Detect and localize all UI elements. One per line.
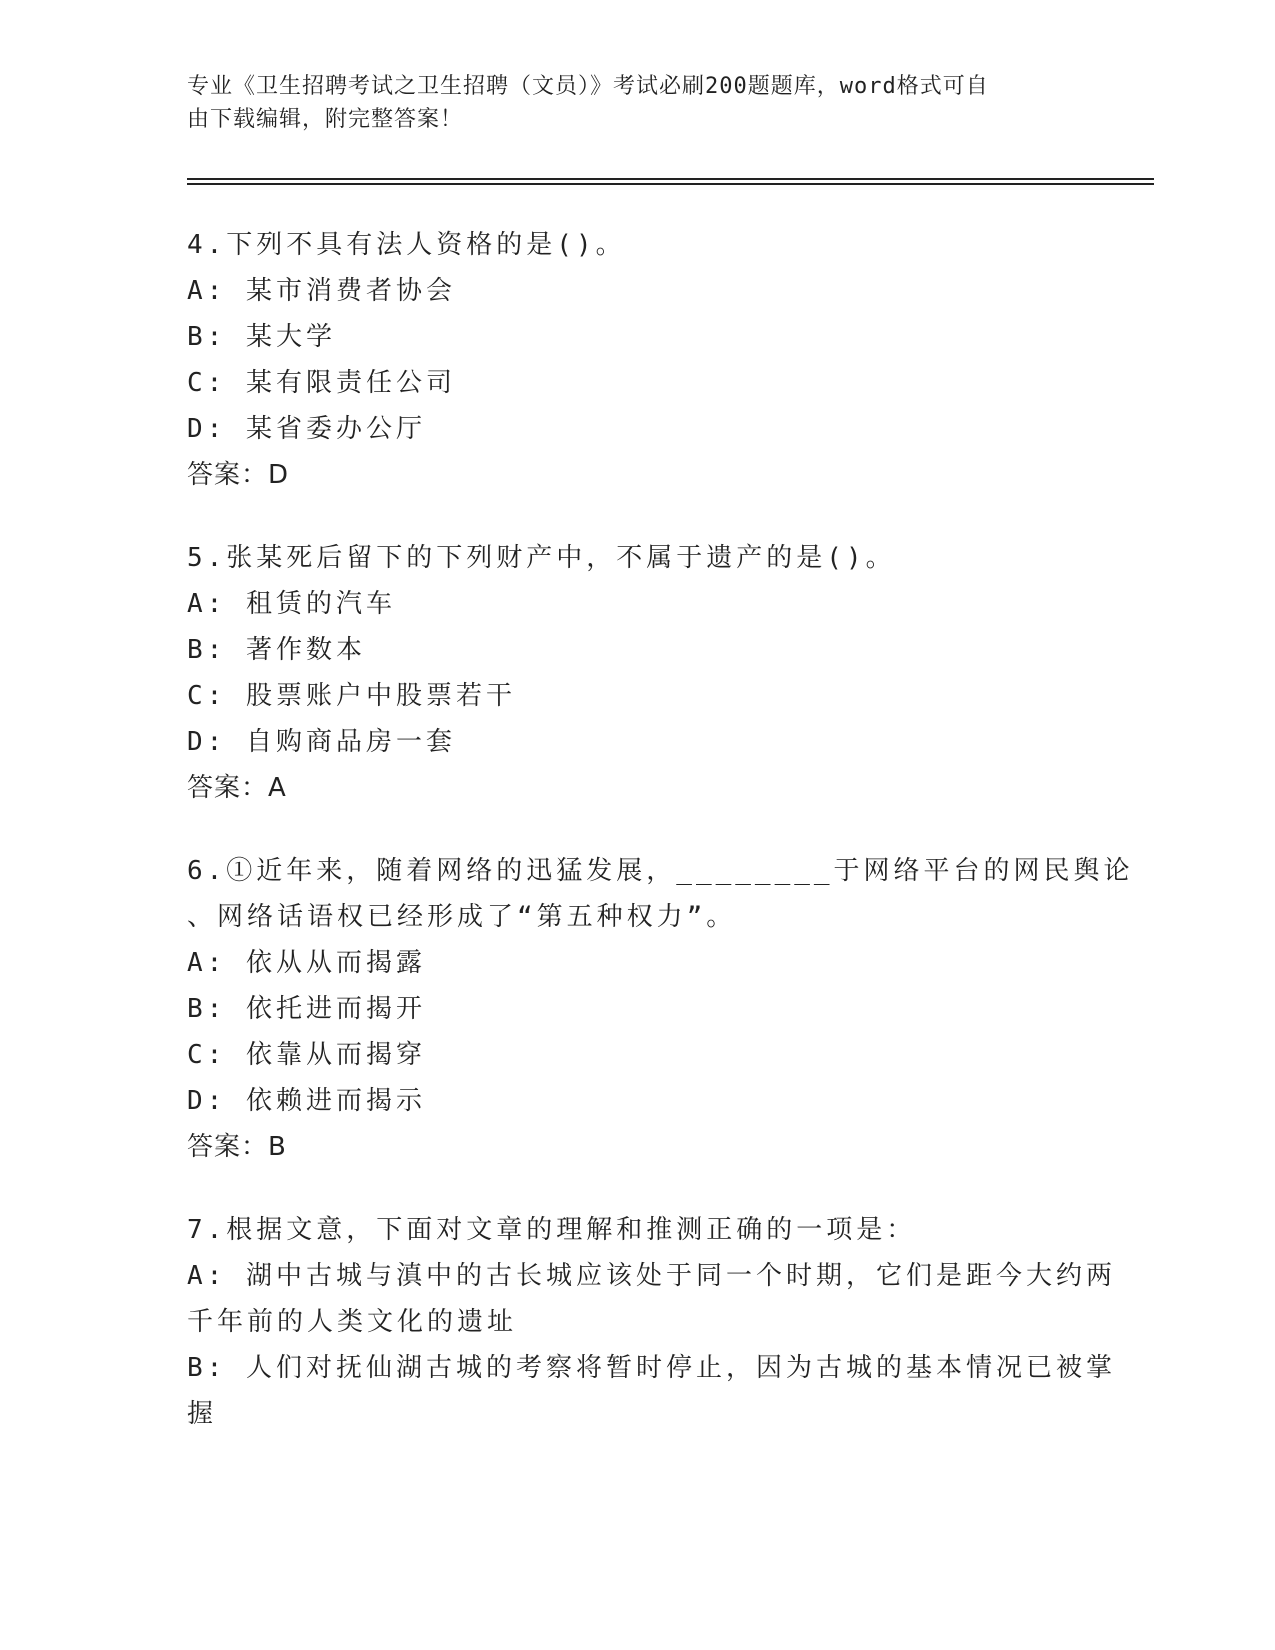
header-rule-bottom bbox=[187, 183, 1154, 185]
header-rule-top bbox=[187, 178, 1154, 180]
option-c: C: 股票账户中股票若干 bbox=[187, 681, 516, 711]
option-b: B: 依托进而揭开 bbox=[187, 994, 426, 1024]
option-b-line-1: B: 人们对抚仙湖古城的考察将暂时停止，因为古城的基本情况已被掌 bbox=[187, 1353, 1116, 1383]
option-d: D: 某省委办公厅 bbox=[187, 414, 426, 444]
option-d: D: 自购商品房一套 bbox=[187, 727, 456, 757]
header-line-2: 由下载编辑，附完整答案！ bbox=[187, 107, 464, 132]
question-stem-line-1: 6.①近年来，随着网络的迅猛发展，________于网络平台的网民舆论 bbox=[187, 856, 1134, 886]
question-stem-line-2: 、网络话语权已经形成了“第五种权力”。 bbox=[187, 902, 737, 932]
option-b: B: 某大学 bbox=[187, 322, 336, 352]
option-c: C: 依靠从而揭穿 bbox=[187, 1040, 426, 1070]
answer: 答案：A bbox=[187, 773, 287, 803]
option-d: D: 依赖进而揭示 bbox=[187, 1086, 426, 1116]
option-a: A: 租赁的汽车 bbox=[187, 589, 396, 619]
option-b-line-2: 握 bbox=[187, 1399, 218, 1429]
question-stem: 4.下列不具有法人资格的是()。 bbox=[187, 230, 626, 260]
option-a: A: 某市消费者协会 bbox=[187, 276, 456, 306]
question-5 bbox=[187, 535, 1087, 811]
header-line-1: 专业《卫生招聘考试之卫生招聘（文员）》考试必刷200题题库，word格式可自 bbox=[187, 74, 989, 99]
option-c: C: 某有限责任公司 bbox=[187, 368, 456, 398]
question-stem: 5.张某死后留下的下列财产中，不属于遗产的是()。 bbox=[187, 543, 896, 573]
answer: 答案：B bbox=[187, 1132, 287, 1162]
option-b: B: 著作数本 bbox=[187, 635, 366, 665]
answer: 答案：D bbox=[187, 460, 290, 490]
option-a-line-2: 千年前的人类文化的遗址 bbox=[187, 1307, 518, 1337]
document-header bbox=[187, 70, 1067, 136]
question-4 bbox=[187, 222, 1087, 498]
question-6 bbox=[187, 848, 1134, 1170]
question-stem: 7.根据文意，下面对文章的理解和推测正确的一项是： bbox=[187, 1215, 917, 1245]
option-a-line-1: A: 湖中古城与滇中的古长城应该处于同一个时期，它们是距今大约两 bbox=[187, 1261, 1116, 1291]
option-a: A: 依从从而揭露 bbox=[187, 948, 426, 978]
question-7 bbox=[187, 1207, 1116, 1437]
